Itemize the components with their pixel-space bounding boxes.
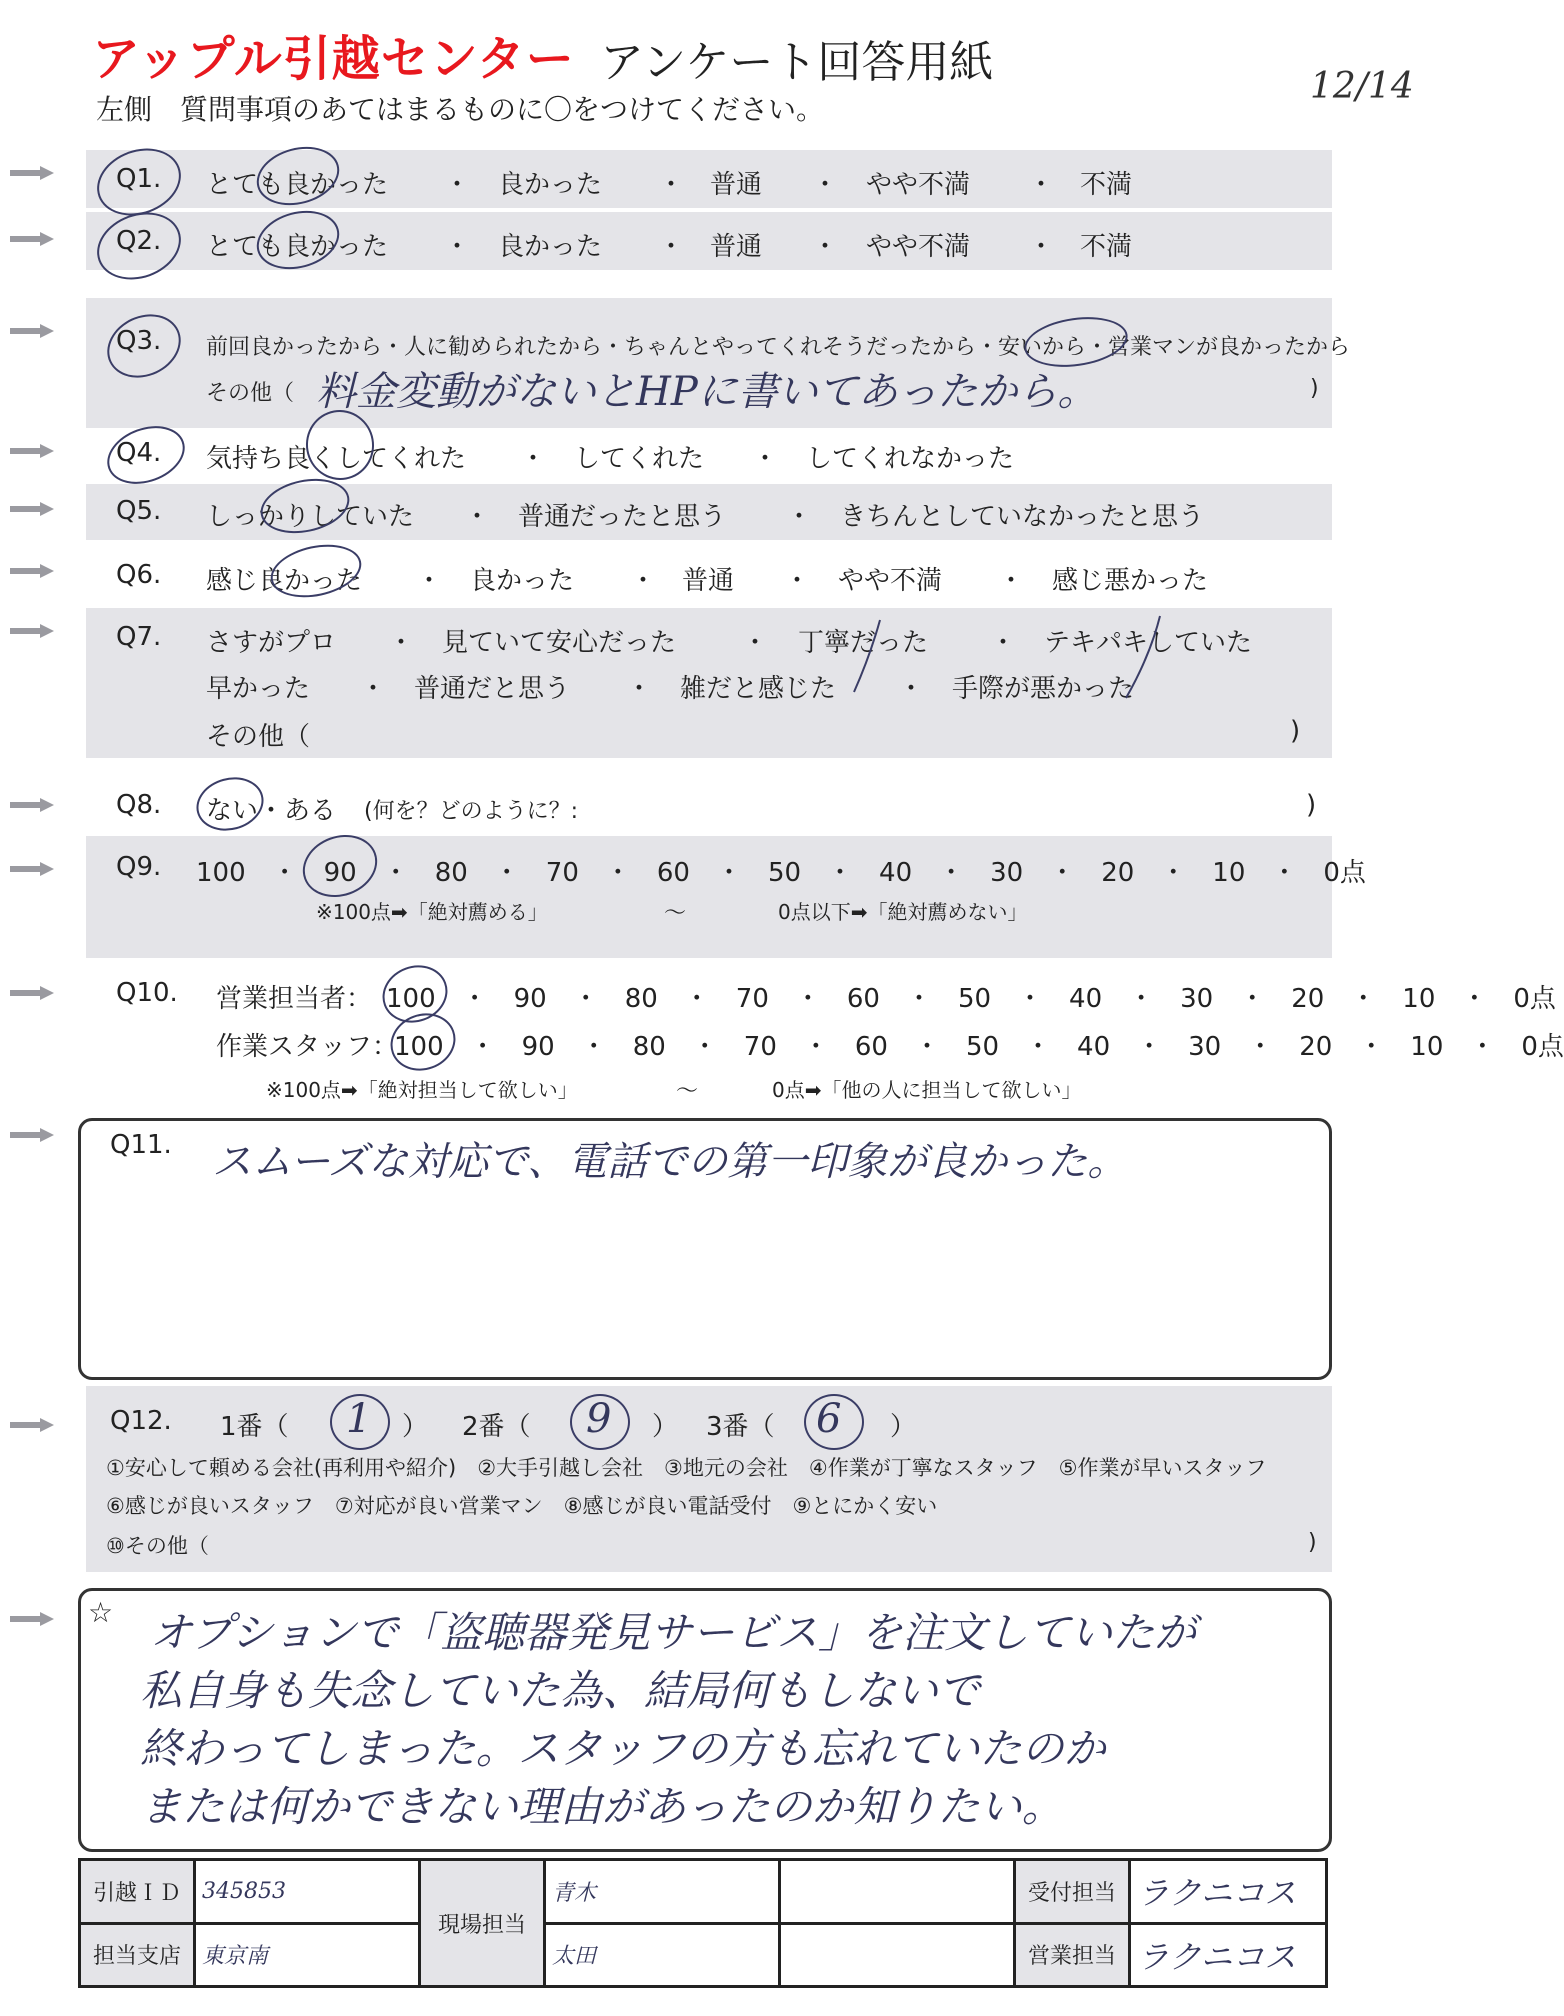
site-staff-value: 青木 xyxy=(545,1860,780,1924)
q2-option[interactable]: とても良かった xyxy=(206,232,389,262)
q4-label: Q4. xyxy=(116,438,162,468)
q6-option[interactable]: 感じ良かった xyxy=(206,566,363,596)
q4-option[interactable]: 気持ち良くしてくれた xyxy=(206,444,467,474)
q6-option[interactable]: 感じ悪かった xyxy=(1052,566,1209,596)
site-staff-label: 現場担当 xyxy=(420,1860,545,1987)
arrow-icon xyxy=(10,444,54,458)
site-staff-value: 太田 xyxy=(545,1923,780,1987)
q10-label: Q10. xyxy=(116,978,178,1008)
answer-circle xyxy=(804,1394,864,1450)
q7-option[interactable]: 手際が悪かった xyxy=(952,674,1135,704)
q9-label: Q9. xyxy=(116,852,162,882)
arrow-icon xyxy=(10,1418,54,1432)
reception-value: ラクニコス xyxy=(1130,1860,1327,1924)
q12-third-choice: 6 xyxy=(816,1396,842,1442)
q1-option[interactable]: 不満 xyxy=(1080,170,1133,200)
q1-option[interactable]: とても良かった xyxy=(206,170,389,200)
q12-options-line2: ⑥感じが良いスタッフ ⑦対応が良い営業マン ⑧感じが良い電話受付 ⑨とにかく安い xyxy=(106,1494,938,1518)
q1-label: Q1. xyxy=(116,164,162,194)
q3-label: Q3. xyxy=(116,326,162,356)
answer-circle xyxy=(190,770,269,838)
arrow-icon xyxy=(10,166,54,180)
q6-option[interactable]: 普通 xyxy=(682,566,735,596)
form-title: アンケート回答用紙 xyxy=(600,37,994,88)
q9-note-right: 0点以下➡「絶対薦めない」 xyxy=(778,900,1028,924)
q6-label: Q6. xyxy=(116,560,162,590)
arrow-icon xyxy=(10,502,54,516)
q8-hint: (何を？どのように？: xyxy=(364,799,578,824)
q2-option[interactable]: 不満 xyxy=(1080,232,1133,262)
comment-line: 私自身も失念していた為、結局何もしないで xyxy=(140,1666,981,1715)
footer-table xyxy=(78,1858,1328,1988)
answer-circle xyxy=(570,1394,630,1450)
q2-option[interactable]: 良かった xyxy=(498,232,603,262)
q1-option[interactable]: 良かった xyxy=(498,170,603,200)
q8-label: Q8. xyxy=(116,790,162,820)
arrow-icon xyxy=(10,798,54,812)
q10-sales-label: 営業担当者： xyxy=(216,984,373,1014)
q3-other-label: その他（ xyxy=(206,381,295,406)
q12-label: Q12. xyxy=(110,1406,172,1436)
arrow-icon xyxy=(10,986,54,1000)
q5-option[interactable]: きちんとしていなかったと思う xyxy=(840,502,1205,532)
q7-option[interactable]: さすがプロ xyxy=(206,628,337,658)
comment-line: または何かできない理由があったのか知りたい。 xyxy=(140,1782,1064,1831)
sales-value: ラクニコス xyxy=(1130,1923,1327,1987)
brand-title: アップル引越センター xyxy=(92,31,575,87)
q12-options-line3: ⑩その他（ xyxy=(106,1534,209,1558)
branch-value: 東京南 xyxy=(195,1923,420,1987)
q10-staff-scale[interactable]: 100 ・ 90 ・ 80 ・ 70 ・ 60 ・ 50 ・ 40 ・ 30 ・ 20 ・ 10 ・ 0点 xyxy=(394,1032,1564,1062)
q12-second-choice: 9 xyxy=(586,1396,612,1442)
q2-option[interactable]: やや不満 xyxy=(866,232,971,262)
move-id-label: 引越ＩＤ xyxy=(80,1860,195,1924)
sales-label: 営業担当 xyxy=(1015,1923,1130,1987)
answer-circle xyxy=(330,1394,390,1450)
q6-option[interactable]: やや不満 xyxy=(838,566,943,596)
comment-line: オプションで「盗聴器発見サービス」を注文していたが xyxy=(150,1608,1197,1657)
arrow-icon xyxy=(10,624,54,638)
arrow-icon xyxy=(10,232,54,246)
q4-option[interactable]: してくれた xyxy=(574,444,705,474)
q7-option[interactable]: テキパキしていた xyxy=(1044,628,1253,658)
comment-line: 終わってしまった。スタッフの方も忘れていたのか xyxy=(140,1724,1106,1773)
arrow-icon xyxy=(10,1612,54,1626)
q7-other-label: その他（ xyxy=(206,722,311,752)
q9-note-left: ※100点➡「絶対薦める」 xyxy=(316,900,548,924)
check-mark xyxy=(1120,612,1170,702)
q12-first-choice: 1 xyxy=(346,1396,372,1442)
q7-option[interactable]: 見ていて安心だった xyxy=(442,628,677,658)
star-icon: ☆ xyxy=(88,1596,114,1629)
q4-option[interactable]: してくれなかった xyxy=(806,444,1015,474)
q1-option[interactable]: 普通 xyxy=(710,170,763,200)
q2-option[interactable]: 普通 xyxy=(710,232,763,262)
handwritten-date: 12/14 xyxy=(1310,66,1414,107)
q3-other-answer: 料金変動がないとHPに書いてあったから。 xyxy=(316,369,1098,415)
arrow-icon xyxy=(10,1128,54,1142)
q10-note-left: ※100点➡「絶対担当して欲しい」 xyxy=(266,1078,578,1102)
q10-note-right: 0点➡「他の人に担当して欲しい」 xyxy=(772,1078,1082,1102)
q1-option[interactable]: やや不満 xyxy=(866,170,971,200)
q2-label: Q2. xyxy=(116,226,162,256)
q9-scale[interactable]: 100 ・ 90 ・ 80 ・ 70 ・ 60 ・ 50 ・ 40 ・ 30 ・ 20 ・ 10 ・ 0点 xyxy=(196,858,1366,888)
arrow-icon xyxy=(10,564,54,578)
q12-options-line1: ①安心して頼める会社(再利用や紹介) ②大手引越し会社 ③地元の会社 ④作業が丁寧なスタッフ ⑤作業が早いスタッフ xyxy=(106,1456,1267,1480)
q8-options[interactable]: ない・ある xyxy=(206,796,337,826)
q3-options[interactable]: 前回良かったから・人に勧められたから・ちゃんとやってくれそうだったから・安いから・営業マンが良かったから xyxy=(206,335,1351,360)
reception-label: 受付担当 xyxy=(1015,1860,1130,1924)
q5-option[interactable]: しっかりしていた xyxy=(206,502,415,532)
q10-sales-scale[interactable]: 100 ・ 90 ・ 80 ・ 70 ・ 60 ・ 50 ・ 40 ・ 30 ・ 20 ・ 10 ・ 0点 xyxy=(386,984,1556,1014)
q7-option[interactable]: 早かった xyxy=(206,674,311,704)
q10-staff-label: 作業スタッフ： xyxy=(216,1032,399,1062)
instruction-text: 左側 質問事項のあてはまるものに〇をつけてください。 xyxy=(96,93,825,126)
branch-label: 担当支店 xyxy=(80,1923,195,1987)
q7-option[interactable]: 丁寧だった xyxy=(798,628,929,658)
q11-answer: スムーズな対応で、電話での第一印象が良かった。 xyxy=(212,1139,1128,1185)
check-mark xyxy=(850,616,890,696)
q7-option[interactable]: 雑だと感じた xyxy=(680,674,837,704)
q6-option[interactable]: 良かった xyxy=(470,566,575,596)
q7-label: Q7. xyxy=(116,622,162,652)
arrow-icon xyxy=(10,862,54,876)
q5-label: Q5. xyxy=(116,496,162,526)
q5-option[interactable]: 普通だったと思う xyxy=(518,502,727,532)
q11-label: Q11. xyxy=(110,1130,172,1160)
arrow-icon xyxy=(10,324,54,338)
q7-option[interactable]: 普通だと思う xyxy=(414,674,571,704)
move-id-value: 345853 xyxy=(195,1860,420,1924)
